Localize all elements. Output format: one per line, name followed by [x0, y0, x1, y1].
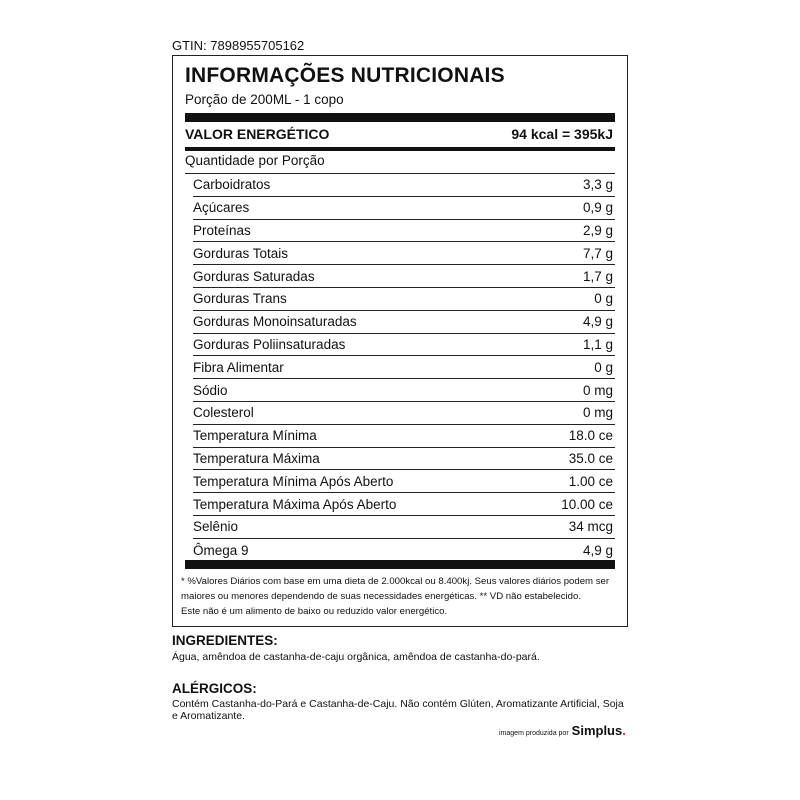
- nutrient-name: Temperatura Mínima Após Aberto: [193, 473, 394, 489]
- credit-prefix: imagem produzida por: [499, 730, 569, 737]
- nutrient-value: 7,7 g: [582, 245, 613, 261]
- nutrient-row: [193, 311, 615, 334]
- nutrient-row: [193, 493, 615, 516]
- nutrient-name: Temperatura Mínima: [193, 428, 317, 444]
- nutrient-name: Colesterol: [193, 405, 254, 421]
- energy-label: VALOR ENERGÉTICO: [185, 126, 330, 142]
- ingredients-text: Água, amêndoa de castanha-de-caju orgânica, amêndoa de castanha-do-pará.: [172, 651, 540, 663]
- portion-size: Porção de 200ML - 1 copo: [185, 92, 344, 107]
- nutrient-value: 0 mg: [582, 405, 613, 421]
- nutrient-name: Gorduras Totais: [193, 245, 289, 261]
- nutrient-value: 0 g: [594, 359, 613, 375]
- nutrient-value: 10.00 ce: [561, 496, 613, 512]
- nutrient-value: 1,1 g: [582, 336, 613, 352]
- nutrient-value: 18.0 ce: [568, 428, 613, 444]
- nutrient-row: [193, 379, 615, 402]
- nutrient-value: 34 mcg: [568, 519, 613, 535]
- nutrient-name: Selênio: [193, 519, 239, 535]
- ingredients-title: INGREDIENTES:: [172, 633, 278, 648]
- gtin-code: GTIN: 7898955705162: [172, 38, 305, 53]
- allergens-title: ALÉRGICOS:: [172, 681, 257, 696]
- nutrient-name: Gorduras Monoinsaturadas: [193, 314, 357, 330]
- nutrient-value: 0,9 g: [582, 200, 613, 216]
- nutrient-value: 0 mg: [582, 382, 613, 398]
- nutrient-row: [193, 288, 615, 311]
- nutrient-row: [193, 448, 615, 471]
- footnotes: [181, 574, 621, 619]
- nutrient-value: 2,9 g: [582, 222, 613, 238]
- nutrient-value: 35.0 ce: [568, 450, 613, 466]
- nutrient-row: [193, 425, 615, 448]
- thick-divider-bottom: [185, 560, 615, 569]
- nutrient-name: Gorduras Trans: [193, 291, 287, 307]
- thick-divider-top: [185, 113, 615, 122]
- simplus-logo: Simplus.: [571, 723, 626, 738]
- nutrient-name: Sódio: [193, 382, 228, 398]
- nutrient-row: [193, 220, 615, 243]
- nutrient-name: Gorduras Saturadas: [193, 268, 315, 284]
- nutrient-value: 4,9 g: [582, 542, 613, 558]
- nutrient-row: [193, 402, 615, 425]
- daily-values-note: * %Valores Diários com base em uma dieta de 2.000kcal ou 8.400kj. Seus valores diários podem ser maiores ou menores dependendo de suas necessidades energéticas. ** VD não estabelecido.: [181, 576, 610, 602]
- nutrient-value: 1,7 g: [582, 268, 613, 284]
- nutrient-row: [193, 516, 615, 539]
- nutrient-row: [193, 242, 615, 265]
- quantity-header: Quantidade por Porção: [185, 153, 325, 168]
- nutrient-value: 4,9 g: [582, 314, 613, 330]
- nutrient-value: 0 g: [594, 291, 613, 307]
- nutrient-value: 3,3 g: [582, 177, 613, 193]
- nutrient-name: Temperatura Máxima Após Aberto: [193, 496, 397, 512]
- nutrient-name: Açúcares: [193, 200, 250, 216]
- image-credit: [499, 723, 626, 738]
- nutrient-row: [193, 539, 615, 562]
- nutrient-name: Temperatura Máxima: [193, 450, 320, 466]
- nutrient-name: Proteínas: [193, 222, 251, 238]
- nutrient-name: Ômega 9: [193, 542, 249, 558]
- allergens-text: Contém Castanha-do-Pará e Castanha-de-Caju. Não contém Glúten, Aromatizante Artificial, Soja e Aromatizante.: [172, 698, 624, 722]
- nutrition-title: INFORMAÇÕES NUTRICIONAIS: [185, 64, 505, 87]
- nutrient-row: [193, 334, 615, 357]
- nutrient-row: [193, 174, 615, 197]
- nutrient-row: [193, 265, 615, 288]
- nutrient-row: [193, 356, 615, 379]
- nutrient-row: [193, 197, 615, 220]
- divider-energy: [185, 147, 615, 151]
- nutrient-name: Gorduras Poliinsaturadas: [193, 336, 346, 352]
- nutrient-list: [193, 174, 615, 562]
- nutrient-name: Carboidratos: [193, 177, 271, 193]
- energy-value: 94 kcal = 395kJ: [511, 126, 613, 142]
- energy-row: [185, 126, 613, 142]
- nutrient-row: [193, 470, 615, 493]
- energy-note: Este não é um alimento de baixo ou reduzido valor energético.: [181, 606, 448, 617]
- nutrient-value: 1.00 ce: [568, 473, 613, 489]
- nutrition-facts-panel: [172, 55, 628, 627]
- nutrient-name: Fibra Alimentar: [193, 359, 284, 375]
